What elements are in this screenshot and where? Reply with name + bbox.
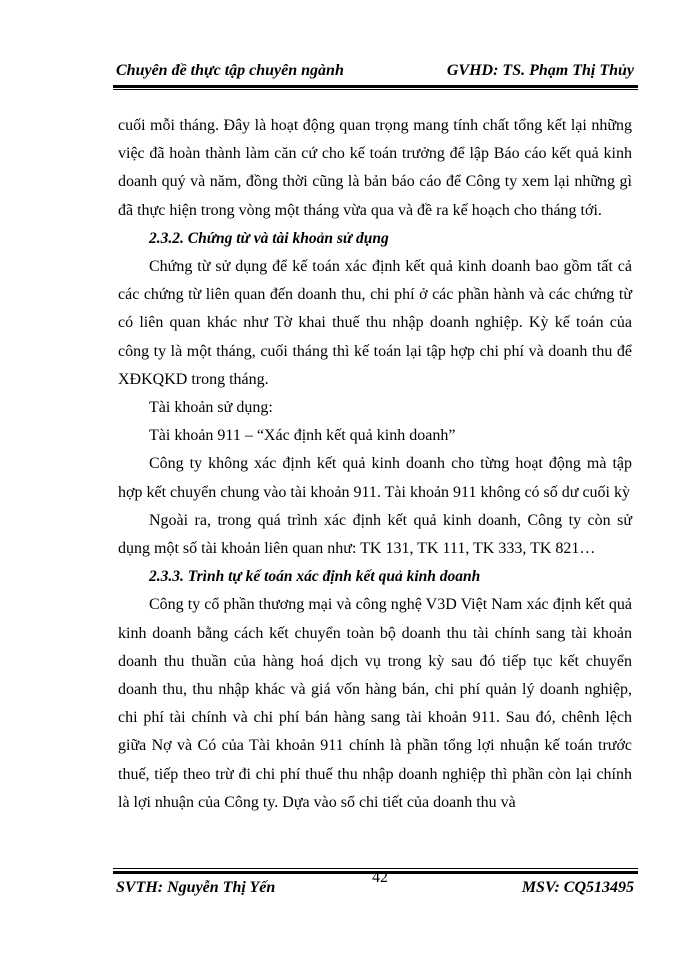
- header-advisor: GVHD: TS. Phạm Thị Thủy: [446, 62, 634, 79]
- header-course-title: Chuyên đề thực tập chuyên ngành: [116, 62, 344, 79]
- page-header: [113, 58, 638, 84]
- footer-student-id: MSV: CQ513495: [521, 879, 634, 896]
- page-number: 42: [372, 869, 388, 886]
- paragraph-documents: Chứng từ sử dụng để kế toán xác định kết quả kinh doanh bao gồm tất cả các chứng từ liên quan đến doanh thu, chi phí ở các phần hành và các chứng từ có liên quan khác như Tờ khai thuế thu nhập doanh nghiệp. Kỳ kế toán của công ty là một tháng, cuối tháng thì kế toán lại tập hợp chi phí và doanh thu để XĐKQKD trong tháng.: [118, 258, 632, 388]
- paragraph-account-911: Tài khoản 911 – “Xác định kết quả kinh doanh”: [149, 427, 456, 445]
- paragraph-other-accounts: Ngoài ra, trong quá trình xác định kết quả kinh doanh, Công ty còn sử dụng một số tài khoản liên quan như: TK 131, TK 111, TK 333, TK 821…: [118, 511, 632, 558]
- paragraph-no-balance: Công ty không xác định kết quả kinh doanh cho từng hoạt động mà tập hợp kết chuyển chung vào tài khoản 911. Tài khoản 911 không có số dư cuối kỳ: [118, 455, 632, 501]
- paragraph-continuation: cuối mỗi tháng. Đây là hoạt động quan trọng mang tính chất tổng kết lại những việc đã hoàn thành làm căn cứ cho kế toán trưởng để lập Báo cáo kết quả kinh doanh quý và năm, đồng thời cũng là bản báo cáo để Công ty xem lại những gì đã thực hiện trong vòng một tháng vừa qua và đề ra kế hoạch cho tháng tới.: [118, 117, 632, 219]
- paragraph-procedure: Công ty cổ phần thương mại và công nghệ V3D Việt Nam xác định kết quả kinh doanh bằng cách kết chuyển toàn bộ doanh thu tài chính sang tài khoản doanh thu thuần của hàng hoá dịch vụ trong kỳ sau đó tiếp tục kết chuyển doanh thu, thu nhập khác và giá vốn hàng bán, chi phí quản lý doanh nghiệp, chi phí tài chính và chi phí bán hàng sang tài khoản 911. Sau đó, chênh lệch giữa Nợ và Có của Tài khoản 911 chính là phần tổng lợi nhuận kế toán trước thuế, tiếp theo trừ đi chi phí thuế thu nhập doanh nghiệp thì phần còn lại chính là lợi nhuận của Công ty. Dựa vào sổ chi tiết của doanh thu và: [118, 596, 632, 811]
- paragraph-accounts-used: Tài khoản sử dụng:: [149, 399, 273, 417]
- body-text: [118, 112, 632, 817]
- section-heading-2-3-2: 2.3.2. Chứng từ và tài khoản sử dụng: [149, 229, 389, 247]
- header-rule-thick: [113, 85, 638, 88]
- footer-student-name: SVTH: Nguyễn Thị Yến: [116, 879, 276, 896]
- section-heading-2-3-3: 2.3.3. Trình tự kế toán xác định kết quả kinh doanh: [149, 568, 481, 586]
- header-rule-thin: [113, 89, 638, 90]
